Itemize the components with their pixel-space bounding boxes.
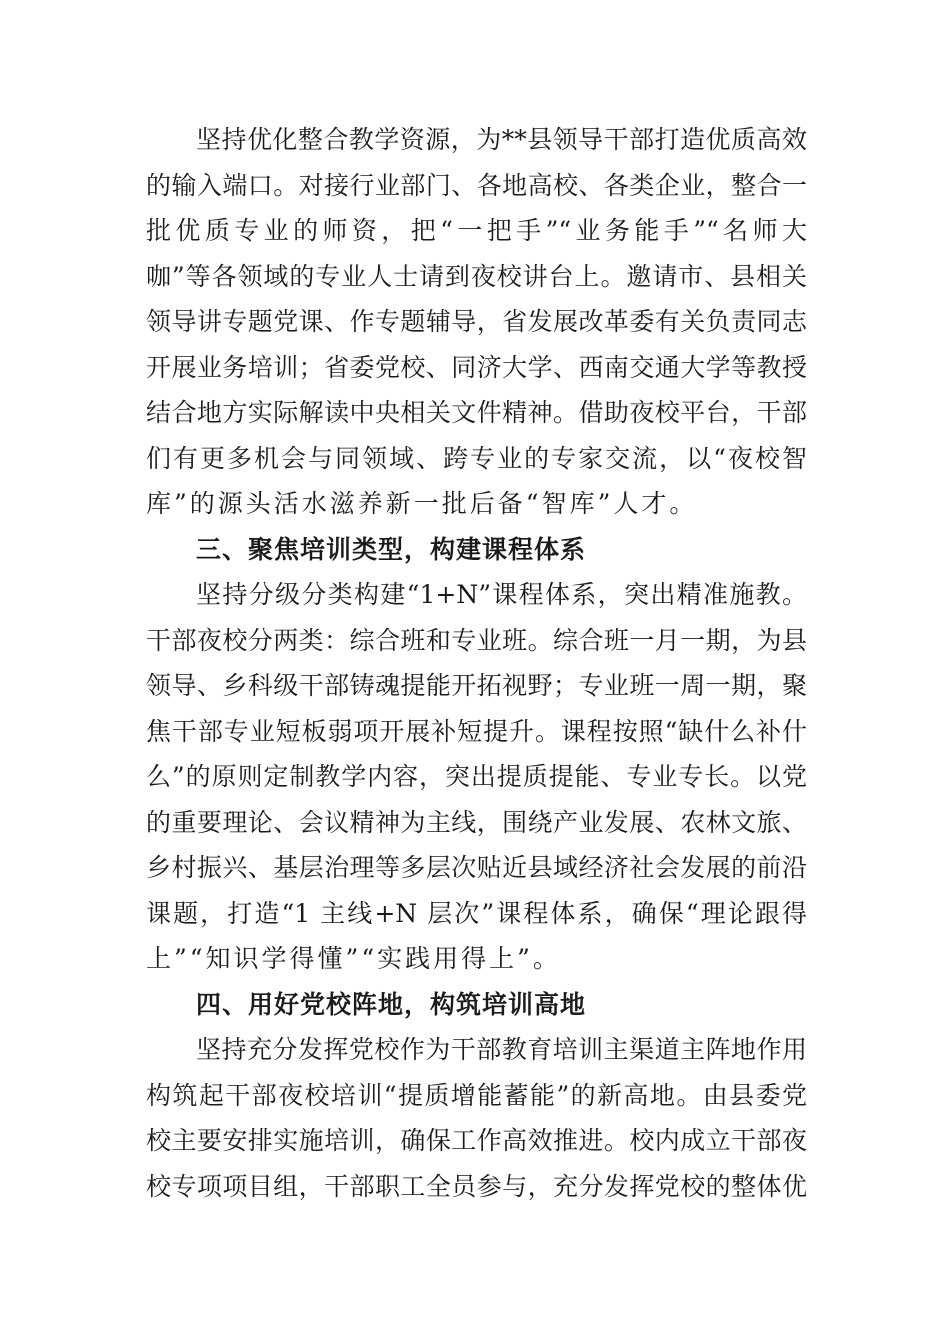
text-line: 焦干部专业短板弱项开展补短提升。课程按照“缺什么补什 [146,716,807,746]
body-paragraph [146,1027,807,1209]
text-line: 坚持分级分类构建“1+N”课程体系，突出精准施教。 [196,580,807,609]
text-line: 么”的原则定制教学内容，突出提质提能、专业专长。以党 [146,762,807,791]
heading-text: 四、用好党校阵地，构筑培训高地 [196,989,587,1019]
text-line: 乡村振兴、基层治理等多层次贴近县域经济社会发展的前沿 [146,853,807,882]
text-line: 干部夜校分两类：综合班和专业班。综合班一月一期，为县 [146,625,807,655]
text-line: 库”的源头活水滋养新一批后备“智库”人才。 [146,489,698,518]
text-line: 坚持优化整合教学资源，为**县领导干部打造优质高效 [196,125,807,154]
text-line: 校主要安排实施培训，确保工作高效推进。校内成立干部夜 [146,1126,807,1155]
section-heading [146,527,807,573]
heading-text: 三、聚焦培训类型，构建课程体系 [196,534,587,564]
text-line: 开展业务培训；省委党校、同济大学、西南交通大学等教授 [146,352,807,382]
text-line: 课题，打造“1 主线+N 层次”课程体系，确保“理论跟得 [146,898,807,928]
text-line: 校专项项目组，干部职工全员参与，充分发挥党校的整体优 [146,1171,807,1201]
text-line: 的重要理论、会议精神为主线，围绕产业发展、农林文旅、 [146,807,807,837]
body-paragraph [146,572,807,982]
text-line: 领导讲专题党课、作专题辅导，省发展改革委有关负责同志 [146,307,807,336]
text-line: 结合地方实际解读中央相关文件精神。借助夜校平台，干部 [146,398,807,427]
text-line: 构筑起干部夜校培训“提质增能蓄能”的新高地。由县委党 [146,1080,807,1110]
text-line: 上”“知识学得懂”“实践用得上”。 [146,944,561,973]
text-line: 领导、乡科级干部铸魂提能开拓视野；专业班一周一期，聚 [146,671,807,700]
text-line: 们有更多机会与同领域、跨专业的专家交流，以“夜校智 [146,443,807,473]
text-line: 坚持充分发挥党校作为干部教育培训主渠道主阵地作用 [196,1035,807,1064]
text-line: 的输入端口。对接行业部门、各地高校、各类企业，整合一 [146,170,807,200]
document-page [146,117,807,1209]
text-line: 批优质专业的师资，把“一把手”“业务能手”“名师大 [146,216,807,245]
body-paragraph [146,117,807,527]
text-line: 咖”等各领域的专业人士请到夜校讲台上。邀请市、县相关 [146,261,807,291]
section-heading [146,982,807,1028]
